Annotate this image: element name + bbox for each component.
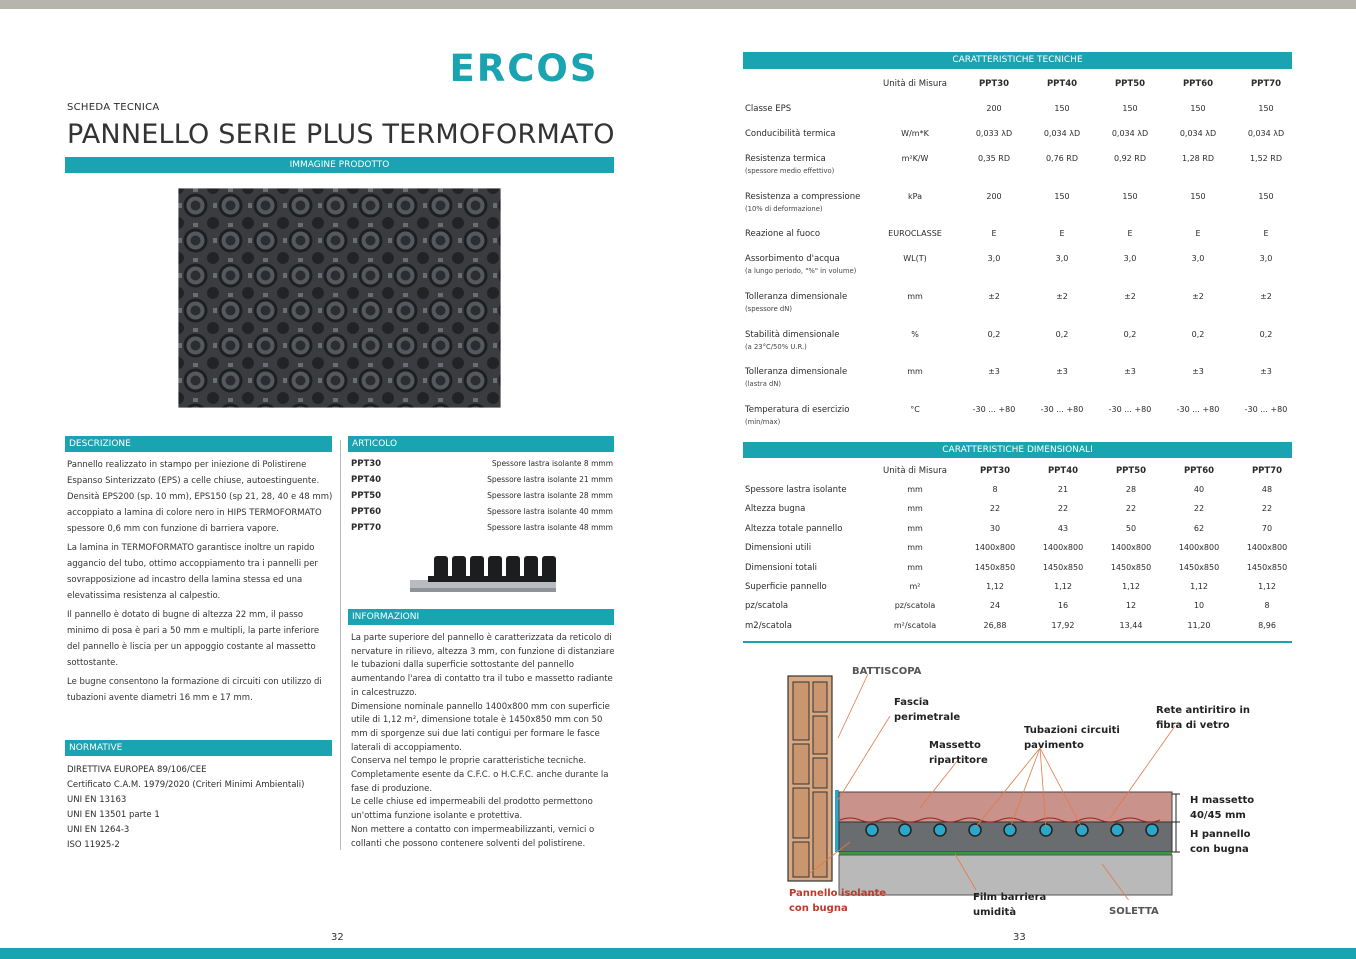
bottom-band [0, 948, 1356, 959]
articolo-code: PPT70 [351, 523, 382, 533]
articolo-code: PPT60 [351, 507, 382, 517]
descrizione-paragraph: La lamina in TERMOFORMATO garantisce inoltre un rapido aggancio del tubo, ottimo accoppiamento tra i pannelli per sovrapposizione ad incastro della lamina stessa ed una elevatissima resistenza al calpestio. [67, 543, 318, 601]
articolo-code: PPT50 [351, 491, 382, 501]
label-soletta: SOLETTA [1109, 906, 1159, 917]
informazioni-line: Le celle chiuse ed impermeabili del prodotto permettono un'ottima funzione isolante e protettiva. [351, 797, 593, 822]
dim-cell: 22 [1057, 504, 1069, 514]
floor-section-diagram [780, 668, 1180, 900]
dim-cell: 21 [1057, 485, 1069, 494]
tech-row-sub: (min/max) [745, 418, 781, 426]
dim-cell: 1400x800 [974, 543, 1016, 553]
tech-cell: 3,0 [987, 254, 1001, 263]
tech-row-name: Resistenza a compressione [745, 192, 861, 202]
label-h-pannello: H pannello con bugna [1190, 829, 1251, 855]
tech-cell: 200 [986, 192, 1002, 201]
dim-cell: 8 [992, 485, 998, 494]
normative-item: UNI EN 1264-3 [67, 825, 130, 835]
dim-cell: 17,92 [1051, 620, 1075, 630]
label-tubazioni: Tubazioni circuiti pavimento [1024, 725, 1120, 751]
tech-row-sub: (spessore dN) [745, 305, 792, 313]
page-title: PANNELLO SERIE PLUS TERMOFORMATO [67, 119, 615, 150]
informazioni-heading: INFORMAZIONI [348, 609, 614, 625]
tech-row-label [745, 154, 834, 175]
dim-cell: 1450x850 [974, 562, 1016, 572]
tech-cell: E [1195, 229, 1201, 238]
label-massetto: Massetto ripartitore [929, 740, 988, 766]
tech-cell: ±3 [1260, 367, 1272, 376]
tech-cell: E [1127, 229, 1133, 238]
tech-row-sub: (10% di deformazione) [745, 205, 823, 213]
column-header: PPT30 [979, 466, 1011, 476]
label-film: Film barriera umidità [973, 892, 1047, 918]
tech-cell: ±2 [1124, 292, 1136, 301]
tech-cell: 150 [1258, 104, 1274, 113]
tech-cell: 0,034 λD [1043, 129, 1081, 138]
tech-row-name: Conducibilità termica [745, 129, 836, 139]
dim-cell: 1,12 [1258, 582, 1276, 591]
massetto-layer [839, 792, 1172, 822]
dim-row-label: m2/scatola [745, 620, 792, 631]
logo-text: ERCOS [449, 50, 599, 86]
wall [788, 676, 832, 881]
tech-cell: 150 [1054, 192, 1070, 201]
dim-heading: CARATTERISTICHE DIMENSIONALI [743, 442, 1292, 458]
dim-cell: 13,44 [1119, 620, 1143, 630]
tech-cell: 150 [1122, 104, 1138, 113]
dim-cell: 1450x850 [1246, 562, 1288, 572]
articolo-code: PPT30 [351, 459, 382, 469]
informazioni-line: Conserva nel tempo le proprie caratteristiche tecniche. [351, 756, 587, 767]
dim-cell: 22 [1125, 504, 1137, 514]
dim-row-unit: mm [907, 543, 923, 553]
dim-cell: 1400x800 [1178, 543, 1220, 553]
dim-cell: 62 [1193, 523, 1205, 533]
articolo-row [351, 491, 613, 505]
tech-row-unit: kPa [908, 192, 922, 201]
tech-row-name: Reazione al fuoco [745, 229, 821, 239]
label-h-massetto: H massetto 40/45 mm [1190, 795, 1255, 821]
tech-cell: E [991, 229, 997, 238]
tech-heading: CARATTERISTICHE TECNICHE [743, 52, 1292, 69]
tech-cell: 0,2 [1055, 330, 1069, 339]
tech-row-sub: (a 23°C/50% U.R.) [745, 343, 807, 351]
dim-row-unit: mm [907, 485, 923, 494]
articolo-desc: Spessore lastra isolante 28 mmm [487, 491, 613, 500]
tech-row-unit: °C [910, 405, 920, 414]
ercos-logo [434, 50, 614, 86]
dim-cell: 1400x800 [1110, 543, 1152, 553]
dim-cell: 1,12 [1054, 582, 1072, 591]
label-battiscopa: BATTISCOPA [852, 666, 922, 677]
tech-cell: 0,76 RD [1045, 154, 1079, 163]
dim-cell: 1,12 [1190, 582, 1208, 591]
articolo-row [351, 475, 613, 489]
tech-row-name: Assorbimento d'acqua [745, 254, 840, 264]
normative-list [67, 763, 333, 853]
informazioni-line: Non mettere a contatto con impermeabilizzanti, vernici o collanti che possono contenere solventi del polistirene. [351, 824, 595, 849]
tech-cell: -30 ... +80 [1040, 405, 1084, 414]
dim-row-unit: m²/scatola [893, 620, 937, 630]
dim-cell: 16 [1057, 601, 1069, 611]
tech-row-label [745, 229, 820, 239]
tech-row-name: Resistenza termica [745, 154, 826, 164]
tech-cell: 0,92 RD [1113, 154, 1147, 163]
tech-cell: 3,0 [1123, 254, 1137, 263]
product-profile-image [408, 550, 558, 598]
tech-cell: ±2 [1260, 292, 1272, 301]
dim-row-label: Spessore lastra isolante [745, 485, 847, 495]
normative-item: ISO 11925-2 [67, 840, 120, 850]
tech-row-label [745, 254, 856, 275]
tech-cell: 0,2 [1259, 330, 1273, 339]
dim-cell: 43 [1057, 523, 1069, 533]
dim-cell: 50 [1125, 523, 1137, 533]
doc-subtitle: SCHEDA TECNICA [67, 102, 160, 113]
tech-row-unit: m²K/W [901, 154, 929, 163]
column-header: PPT40 [1047, 466, 1079, 476]
normative-item: DIRETTIVA EUROPEA 89/106/CEE [67, 765, 207, 775]
column-header: PPT60 [1182, 79, 1214, 89]
dim-cell: 11,20 [1187, 620, 1211, 630]
tech-row-label [745, 129, 836, 139]
tech-row-label [745, 405, 849, 426]
dim-cell: 12 [1125, 601, 1137, 611]
descrizione-text [67, 457, 333, 709]
tech-row-label [745, 192, 860, 213]
tech-cell: 150 [1190, 104, 1206, 113]
tech-cell: 150 [1190, 192, 1206, 201]
descrizione-paragraph: Il pannello è dotato di bugne di altezza 22 mm, il passo minimo di posa è pari a 50 mm e multipli, la parte inferiore del pannello è liscia per un appoggio costante al massetto sottostante. [67, 610, 320, 668]
articolo-heading: ARTICOLO [348, 436, 614, 452]
dim-row-unit: m² [909, 582, 921, 591]
tubi [866, 824, 1158, 836]
tech-row-name: Temperatura di esercizio [745, 405, 850, 415]
column-header: PPT30 [978, 79, 1010, 89]
tech-row-name: Tolleranza dimensionale [745, 367, 848, 377]
dim-cell: 10 [1193, 601, 1205, 611]
tech-cell: ±2 [1056, 292, 1068, 301]
tech-cell: E [1059, 229, 1065, 238]
tech-row-label [745, 104, 791, 114]
articolo-row [351, 459, 613, 473]
dim-cell: 22 [1261, 504, 1273, 514]
articolo-desc: Spessore lastra isolante 48 mmm [487, 523, 613, 532]
articolo-desc: Spessore lastra isolante 21 mmm [487, 475, 613, 484]
dim-cell: 1400x800 [1246, 543, 1288, 553]
dim-row-unit: pz/scatola [894, 601, 936, 611]
informazioni-text [351, 632, 616, 851]
dim-cell: 48 [1261, 485, 1273, 494]
dim-cell: 26,88 [983, 620, 1007, 630]
tech-cell: ±2 [988, 292, 1000, 301]
normative-heading: NORMATIVE [65, 740, 332, 756]
descrizione-paragraph: Pannello realizzato in stampo per iniezione di Polistirene Espanso Sinterizzato (EPS) a celle chiuse, autoestinguente. Densità EPS200 (sp. 10 mm), EPS150 (sp 21, 28, 40 e 48 mm) accoppiato a lamina di colore nero in HIPS TERMOFORMATO spessore 0,6 mm con funzione di barriera vapore. [67, 460, 333, 534]
tech-row-name: Stabilità dimensionale [745, 330, 840, 340]
tech-cell: ±2 [1192, 292, 1204, 301]
tech-cell: 150 [1054, 104, 1070, 113]
tech-cell: 0,034 λD [1247, 129, 1285, 138]
label-fascia: Fascia perimetrale [894, 697, 961, 723]
dim-cell: 22 [989, 504, 1001, 514]
articolo-row [351, 523, 613, 537]
tech-cell: -30 ... +80 [1244, 405, 1288, 414]
tech-row-label [745, 292, 847, 313]
tech-row-unit: mm [907, 367, 923, 376]
dim-cell: 22 [1193, 504, 1205, 514]
dim-cell: 8 [1264, 601, 1270, 611]
articolo-desc: Spessore lastra isolante 40 mmm [487, 507, 613, 516]
unit-header: Unità di Misura [883, 466, 947, 476]
dim-cell: 1,12 [1122, 582, 1140, 591]
dim-row-unit: mm [907, 562, 923, 572]
tech-cell: -30 ... +80 [1176, 405, 1220, 414]
dim-cell: 1400x800 [1042, 543, 1084, 553]
tech-cell: 0,2 [987, 330, 1001, 339]
dim-cell: 30 [989, 523, 1001, 533]
tech-cell: -30 ... +80 [1108, 405, 1152, 414]
dim-cell: 8,96 [1258, 620, 1276, 630]
tech-cell: ±3 [1056, 367, 1068, 376]
dim-row-label: Dimensioni utili [745, 543, 812, 554]
dim-bottom-rule [743, 641, 1292, 643]
tech-cell: E [1263, 229, 1269, 238]
tech-row-unit: EUROCLASSE [888, 229, 942, 238]
tech-row-unit: WL(T) [903, 254, 927, 263]
tech-row-sub: (lastra dN) [745, 380, 782, 388]
tech-cell: 1,28 RD [1181, 154, 1215, 163]
tech-cell: 0,033 λD [975, 129, 1013, 138]
tech-cell: ±3 [1192, 367, 1204, 376]
column-header: PPT70 [1251, 466, 1283, 476]
page-number-right: 33 [1013, 932, 1026, 943]
tech-cell: 0,034 λD [1111, 129, 1149, 138]
tech-row-unit: % [911, 330, 919, 339]
tech-cell: 3,0 [1055, 254, 1069, 263]
dim-cell: 70 [1261, 523, 1273, 533]
informazioni-line: Completamente esente da C.F.C. o H.C.F.C. anche durante la fase di produzione. [351, 770, 609, 794]
normative-item: UNI EN 13163 [67, 795, 127, 805]
unit-header: Unità di Misura [883, 79, 947, 89]
tech-row-name: Classe EPS [745, 104, 792, 114]
dim-row-label: Altezza totale pannello [745, 523, 843, 534]
column-header: PPT50 [1115, 466, 1147, 476]
dim-cell: 1,12 [986, 582, 1004, 591]
informazioni-line: Dimensione nominale pannello 1400x800 mm con superficie utile di 1,12 m², dimensione totale è 1450x850 mm con 50 mm di sporgenze sui due lati contigui per formare le fasce laterali di accoppiamento. [351, 701, 610, 753]
dim-cell: 1450x850 [1042, 562, 1084, 572]
page-number-left: 32 [331, 932, 344, 943]
dim-row-label: pz/scatola [745, 601, 789, 612]
tech-cell: 150 [1122, 192, 1138, 201]
articolo-desc: Spessore lastra isolante 8 mmm [491, 459, 613, 468]
informazioni-line: La parte superiore del pannello è caratterizzata da reticolo di nervature in rilievo, altezza 3 mm, con funzione di distanziare le tubazioni dalla superficie sottostante del pannello aumentando l'area di contatto tra il tubo e massetto radiante in calcestruzzo. [351, 633, 615, 698]
tech-cell: 3,0 [1259, 254, 1273, 263]
tech-row-unit: W/m*K [901, 129, 929, 138]
tech-cell: 0,034 λD [1179, 129, 1217, 138]
tech-row-sub: (spessore medio effettivo) [745, 167, 835, 175]
articolo-code: PPT40 [351, 475, 382, 485]
column-header: PPT70 [1250, 79, 1282, 89]
tech-row-label [745, 367, 847, 388]
tech-row-label [745, 330, 840, 351]
tech-row-sub: (a lungo periodo, "%" in volume) [745, 267, 857, 275]
tech-cell: ±3 [1124, 367, 1136, 376]
column-divider [340, 440, 341, 850]
dim-cell: 24 [989, 601, 1001, 611]
tech-row-unit: mm [907, 292, 923, 301]
tech-cell: 3,0 [1191, 254, 1205, 263]
tech-cell: ±3 [988, 367, 1000, 376]
normative-item: UNI EN 13501 parte 1 [67, 810, 160, 820]
tech-cell: 0,2 [1191, 330, 1205, 339]
tech-row-name: Tolleranza dimensionale [745, 292, 848, 302]
column-header: PPT50 [1114, 79, 1146, 89]
image-bar: IMMAGINE PRODOTTO [65, 157, 614, 173]
descrizione-paragraph: Le bugne consentono la formazione di circuiti con utilizzo di tubazioni avente diametri 16 mm e 17 mm. [67, 677, 322, 703]
dim-cell: 28 [1125, 485, 1137, 494]
articolo-row [351, 507, 613, 521]
tech-cell: 150 [1258, 192, 1274, 201]
column-header: PPT60 [1183, 466, 1215, 476]
dim-cell: 1450x850 [1110, 562, 1152, 572]
tech-cell: 0,35 RD [977, 154, 1011, 163]
dim-row-label: Altezza bugna [745, 504, 806, 515]
tech-cell: 0,2 [1123, 330, 1137, 339]
tech-cell: -30 ... +80 [972, 405, 1016, 414]
dim-row-unit: mm [907, 523, 923, 533]
product-photo [178, 188, 501, 408]
tech-cell: 200 [986, 104, 1002, 113]
dim-cell: 1450x850 [1178, 562, 1220, 572]
label-pannello: Pannello isolante con bugna [789, 888, 887, 914]
tech-cell: 1,52 RD [1249, 154, 1283, 163]
descrizione-heading: DESCRIZIONE [65, 436, 332, 452]
dim-row-unit: mm [907, 504, 923, 514]
dim-row-label: Superficie pannello [745, 582, 827, 592]
column-header: PPT40 [1046, 79, 1078, 89]
label-rete: Rete antiritiro in fibra di vetro [1156, 705, 1250, 731]
top-band [0, 0, 1356, 9]
normative-item: Certificato C.A.M. 1979/2020 (Criteri Minimi Ambientali) [67, 780, 305, 790]
dim-cell: 40 [1193, 485, 1205, 494]
dim-row-label: Dimensioni totali [745, 562, 818, 573]
